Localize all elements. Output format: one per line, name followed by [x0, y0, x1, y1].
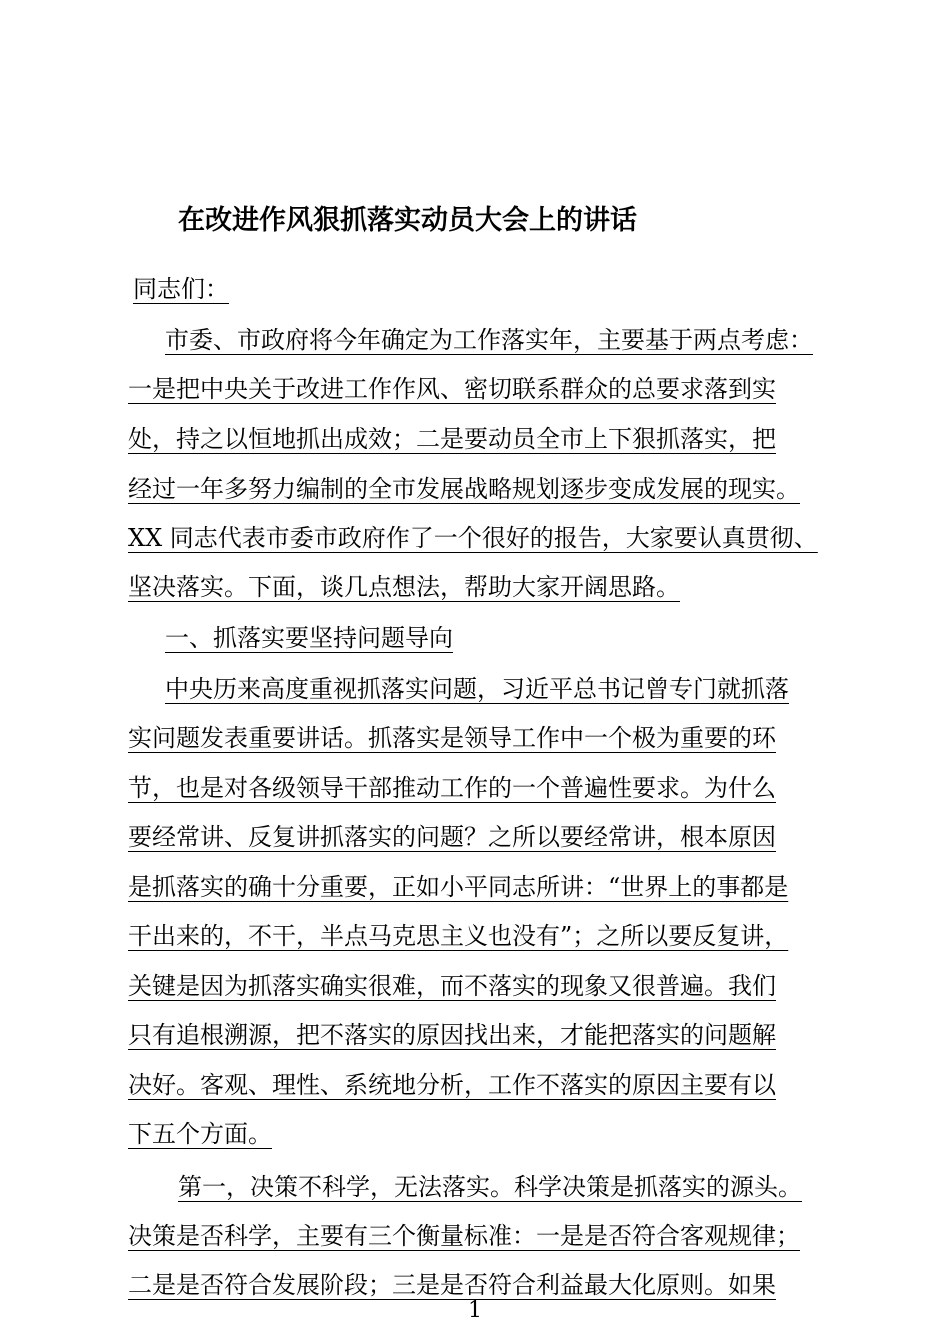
paragraph-line: 第一，决策不科学，无法落实。科学决策是抓落实的源头。: [178, 1173, 802, 1201]
paragraph-line: 二是是否符合发展阶段；三是是否符合利益最大化原则。如果: [128, 1271, 776, 1299]
salutation: 同志们：: [133, 275, 229, 303]
paragraph-line: 决好。客观、理性、系统地分析，工作不落实的原因主要有以: [128, 1071, 776, 1099]
paragraph-line: XX 同志代表市委市政府作了一个很好的报告，大家要认真贯彻、: [128, 524, 818, 552]
page-number: 1: [468, 1298, 482, 1323]
paragraph-line: 市委、市政府将今年确定为工作落实年，主要基于两点考虑：: [165, 326, 813, 354]
paragraph-line: 是抓落实的确十分重要，正如小平同志所讲：“世界上的事都是: [128, 873, 789, 901]
paragraph-line: 关键是因为抓落实确实很难，而不落实的现象又很普遍。我们: [128, 972, 776, 1000]
paragraph-line: 节，也是对各级领导干部推动工作的一个普遍性要求。为什么: [128, 774, 776, 802]
paragraph-line: 干出来的，不干，半点马克思主义也没有”；之所以要反复讲，: [128, 922, 789, 950]
paragraph-line: 坚决落实。下面，谈几点想法，帮助大家开阔思路。: [128, 573, 680, 601]
paragraph-line: 经过一年多努力编制的全市发展战略规划逐步变成发展的现实。: [128, 475, 800, 503]
document-title: 在改进作风狠抓落实动员大会上的讲话: [178, 205, 637, 236]
paragraph-line: 中央历来高度重视抓落实问题，习近平总书记曾专门就抓落: [165, 675, 789, 703]
paragraph-line: 实问题发表重要讲话。抓落实是领导工作中一个极为重要的环: [128, 724, 776, 752]
paragraph-line: 处，持之以恒地抓出成效；二是要动员全市上下狠抓落实，把: [128, 425, 776, 453]
paragraph-line: 决策是否科学，主要有三个衡量标准：一是是否符合客观规律；: [128, 1222, 800, 1250]
section-heading: 一、抓落实要坚持问题导向: [165, 624, 453, 652]
paragraph-line: 下五个方面。: [128, 1120, 272, 1148]
paragraph-line: 一是把中央关于改进工作作风、密切联系群众的总要求落到实: [128, 375, 776, 403]
paragraph-line: 只有追根溯源，把不落实的原因找出来，才能把落实的问题解: [128, 1021, 776, 1049]
paragraph-line: 要经常讲、反复讲抓落实的问题？之所以要经常讲，根本原因: [128, 823, 776, 851]
